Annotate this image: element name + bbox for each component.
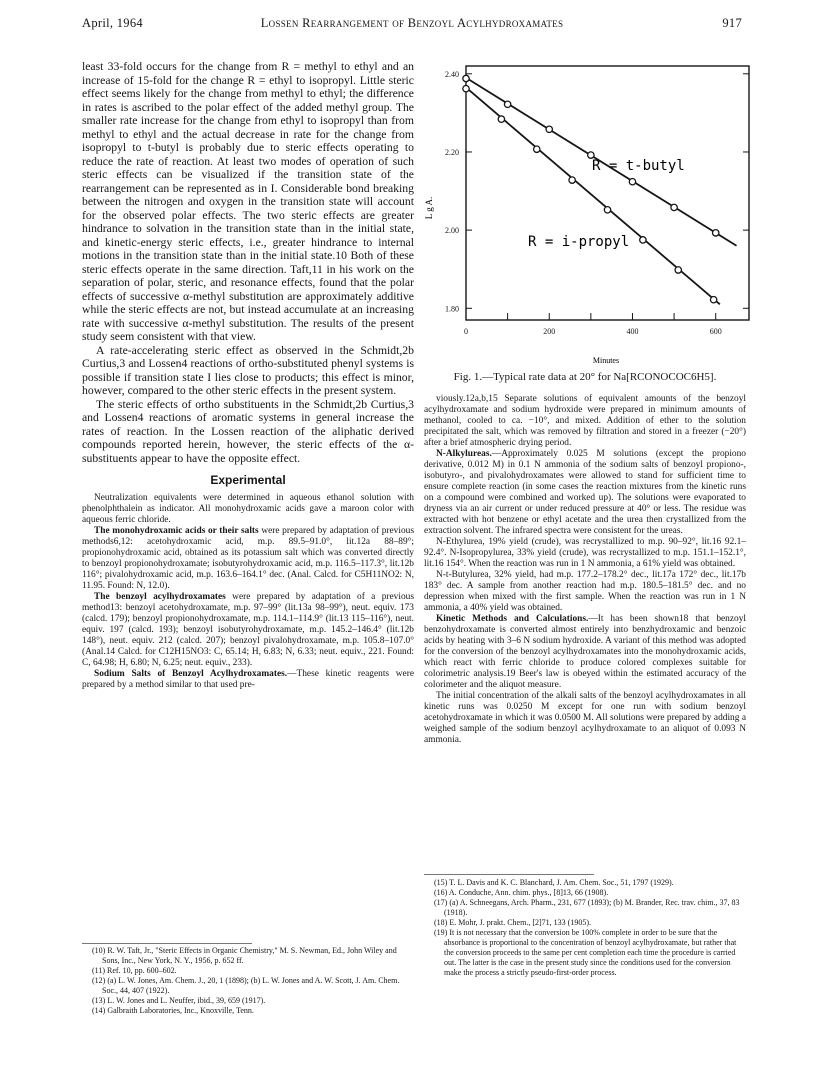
x-tick-label: 200 — [543, 327, 556, 336]
run-in-heading: N-Alkylureas. — [436, 449, 492, 459]
footnote: (10) R. W. Taft, Jr., "Steric Effects in Organic Chemistry," M. S. Newman, Ed., John Wiley and Sons, Inc., New York, N. Y., 1956, p. 652 ff. — [92, 946, 397, 965]
series-i-propyl — [463, 85, 720, 304]
paragraph: The steric effects of ortho substituents in the Schmidt,2b Curtius,3 and Lossen4 reactions of aromatic systems in general increase the rates of reaction. In the Lossen reaction of the aliphatic derived compounds reported herein, however, the steric effects of the α-substituents appear to have the opposite effect. — [82, 397, 414, 465]
run-in-heading: The monohydroxamic acids or their salts — [94, 526, 259, 536]
footnote: (18) E. Mohr, J. prakt. Chem., [2]71, 133 (1905). — [434, 918, 591, 927]
series-label-i-propyl: R = i-propyl — [528, 234, 630, 250]
y-tick-label: 2.20 — [445, 147, 459, 157]
series-label-t-butyl: R = t-butyl — [592, 158, 685, 174]
footnote: (15) T. L. Davis and K. C. Blanchard, J. Am. Chem. Soc., 51, 1797 (1929). — [434, 878, 674, 887]
footnote-rule — [424, 874, 594, 875]
x-tick-label: 400 — [626, 327, 639, 336]
footnote: (11) Ref. 10, pp. 600–602. — [92, 966, 177, 975]
data-point — [546, 126, 552, 132]
paragraph: The initial concentration of the alkali salts of the benzoyl acylhydroxamates in all kinetic runs was 0.0250 M except for one run with sodium benzoyl acetohydroxamate in which it was 0.0500 M. All solutions were prepared by adding a weighed sample of the sodium benzoyl acylhydroxamate to an aliquot of 0.093 N ammonia. — [424, 691, 746, 745]
header-date: April, 1964 — [82, 16, 143, 30]
footnote: (12) (a) L. W. Jones, Am. Chem. J., 20, 1 (1898); (b) L. W. Jones and A. W. Scott, J. Am. Chem. Soc., 44, 407 (1922). — [92, 976, 400, 995]
footnote: (17) (a) A. Schneegans, Arch. Pharm., 231, 677 (1893); (b) M. Brander, Rec. trav. chim., 37, 83 (1918). — [434, 898, 740, 917]
paragraph: viously.12a,b,15 Separate solutions of equivalent amounts of the benzoyl acylhydroxamate and sodium hydroxide were prepared in minimum amounts of methanol, cooled to ca. −10°, and mixed. Addition of ether to the solution precipitated the salt, which was removed by filtration and stored in a freezer (−20°) after a brief atmospheric drying period. — [424, 394, 746, 448]
page-number: 917 — [722, 16, 742, 30]
data-point — [604, 207, 610, 213]
y-tick-label: 1.80 — [445, 304, 459, 314]
left-footnotes — [92, 946, 414, 1016]
chart-series — [463, 75, 737, 304]
data-point — [675, 267, 681, 273]
paragraph: N-t-Butylurea, 32% yield, had m.p. 177.2–178.2° dec., lit.17a 172° dec., lit.17b 183° dec. A sample from another reaction had m.p. 180.5–181.5° dec. and no depression when mixed with the first sample. When the reaction was run in 1 N ammonia, a 40% yield was obtained. — [424, 570, 746, 613]
data-point — [629, 178, 635, 184]
paragraph: —It has been shown18 that benzoyl benzohydroxamate is converted almost entirely into benzhydroxamic and benzoic acids by heating with 3–6 N sodium hydroxide. A variant of this method was adopted for the conversion of the benzoyl acylhydroxamates into the monohydroxamic acids, which react with ferric chloride to produce colored complexes suitable for colorimetric analysis.19 Beer's law is obeyed within the estimated accuracy of the colorimeter and the aliquot measure. — [424, 614, 746, 690]
paragraph: were prepared by adaptation of previous methods6,12: acetohydroxamic acid, m.p. 89.5–91.0°, lit.12a 88–89°; propionohydroxamic acid, obtained as its potassium salt which was converted directly to benzoyl propionohydroxamate; isobutyrohydroxamic acid, m.p. 116.5–117.3°, lit.12b 116°; pivalohydroxamic acid, m.p. 163.6–164.1° dec. (Anal. Calcd. for C5H11NO2: N, 11.95. Found: N, 12.0). — [82, 526, 414, 591]
x-axis-label: Minutes — [592, 356, 620, 365]
paragraph: least 33-fold occurs for the change from R = methyl to ethyl and an increase of 15-fold for the change R = ethyl to isopropyl. Little steric effect seems likely for the change from methyl to ethyl; the difference in rates is ascribed to the polar effect of the added methyl group. The smaller rate increase for the change from ethyl to isopropyl than from methyl to ethyl and the actual decrease in rate for the change from isopropyl to t-butyl is probably due to steric effects operating to reduce the rate of reaction. At least two modes of operation of such steric effects can be visualized if the transition state of the rearrangement can be represented as in I. Considerable bond breaking between the nitrogen and oxygen in the transition state will account for the observed polar effects. The two steric effects are greater hindrance to solvation in the transition state than in the initial state, and kinetic-energy steric effects, i.e., greater hindrance to internal motions in the transition state than in the initial state.10 Both of these steric effects operate in the same direction. Taft,11 in his work on the separation of polar, steric, and resonance effects, found that the polar effects of successive α-methyl substitution are approximately additive while the steric effects are not, but instead accumulate at an increasing rate with successive α-methyl substitution. The results of the present study seem consistent with that view. — [82, 60, 414, 343]
y-tick-label: 2.40 — [445, 69, 459, 79]
footnote: (14) Galbraith Laboratories, Inc., Knoxville, Tenn. — [92, 1006, 254, 1015]
footnote: (13) L. W. Jones and L. Neuffer, ibid., 39, 659 (1917). — [92, 996, 266, 1005]
data-point — [569, 177, 575, 183]
paragraph: A rate-accelerating steric effect as observed in the Schmidt,2b Curtius,3 and Lossen4 reactions of ortho-substituted phenyl systems is possible if transition state I lies close to products; this effect is minor, however, compared to the other steric effects in the present system. — [82, 343, 414, 397]
figure-caption: Fig. 1.—Typical rate data at 20° for Na[RCONOCOC6H5]. — [453, 371, 717, 383]
data-point — [671, 204, 677, 210]
data-point — [498, 116, 504, 122]
data-point — [463, 85, 469, 91]
footnote-rule — [82, 943, 252, 944]
footnote: (16) A. Conduche, Ann. chim. phys., [8]13, 66 (1908). — [434, 888, 609, 897]
left-column — [82, 60, 414, 691]
y-axis-label: L g A. — [424, 196, 434, 220]
paragraph: N-Ethylurea, 19% yield (crude), was recrystallized to m.p. 90–92°, lit.16 92.1–92.4°. N-Isopropylurea, 33% yield (crude), was recrystallized to m.p. 151.1–152.1°, lit.16 154°. When the reaction was run in 1 N ammonia, a 61% yield was obtained. — [424, 537, 746, 569]
run-in-heading: Sodium Salts of Benzoyl Acylhydroxamates. — [94, 669, 288, 679]
x-tick-label: 0 — [464, 327, 468, 336]
header-title: Lossen Rearrangement of Benzoyl Acylhydroxamates — [260, 16, 564, 30]
data-point — [504, 101, 510, 107]
y-tick-label: 2.00 — [445, 226, 459, 236]
data-point — [463, 75, 469, 81]
paragraph: —Approximately 0.025 M solutions (except the propiono derivative, 0.012 M) in 0.1 N ammonia of the sodium salts of benzoyl propiono-, isobutyro-, and pivalohydroxamates were allowed to stand for sufficient time to ensure complete reaction (in some cases the reaction mixtures from the kinetic runs on a compound were combined and worked up). The solutions were evaporated to dryness via an air current or under reduced pressure at 40° or less. The residue was extracted with hot benzene or ethyl acetate and the urea then crystallized from the extraction solvent. The infrared spectra were consistent for the ureas. — [424, 449, 746, 536]
run-in-heading: Kinetic Methods and Calculations. — [436, 614, 589, 624]
rate-data-figure — [424, 58, 764, 368]
run-in-heading: The benzoyl acylhydroxamates — [94, 592, 226, 602]
section-heading: Experimental — [210, 473, 286, 487]
paragraph: were prepared by adaptation of a previous method13: benzoyl acetohydroxamate, m.p. 97–99° (lit.13a 98–99°), neut. equiv. 173 (calcd. 179); benzoyl propionohydroxamate, m.p. 114.1–114.9° (lit.13 115–116°), neut. equiv. 197 (calcd. 193); benzoyl isobutyrohydroxamate, m.p. 145.2–146.4° (lit.12b 148°), neut. equiv. 212 (calcd. 207); benzoyl pivalohydroxamate, m.p. 105.8–107.0° (Anal.14 Calcd. for C12H15NO3: C, 65.14; H, 6.83; N, 6.33; neut. equiv., 221. Found: C, 64.98; H, 6.80; N, 6.25; neut. equiv., 233). — [82, 592, 414, 668]
x-tick-label: 600 — [709, 327, 722, 336]
right-footnotes — [434, 878, 746, 978]
data-point — [710, 296, 716, 302]
paragraph: —These kinetic reagents were prepared by a method similar to that used pre- — [82, 669, 414, 690]
data-point — [640, 237, 646, 243]
chart-axes — [445, 66, 749, 336]
data-point — [713, 230, 719, 236]
running-header — [82, 16, 742, 38]
footnote: (19) It is not necessary that the conversion be 100% complete in order to be sure that the absorbance is proportional to the concentration of benzoyl acylhydroxamate, but rather that the conversion proceeds to the same per cent completion each time the procedure is carried out. The latter is the case in the present study since the conditions used for the conversion make the process a strictly pseudo-first-order process. — [434, 928, 737, 977]
paragraph: Neutralization equivalents were determined in aqueous ethanol solution with phenolphthalein as indicator. All monohydroxamic acids gave a maroon color with aqueous ferric chloride. — [82, 493, 414, 525]
right-column — [424, 394, 746, 746]
data-point — [534, 146, 540, 152]
